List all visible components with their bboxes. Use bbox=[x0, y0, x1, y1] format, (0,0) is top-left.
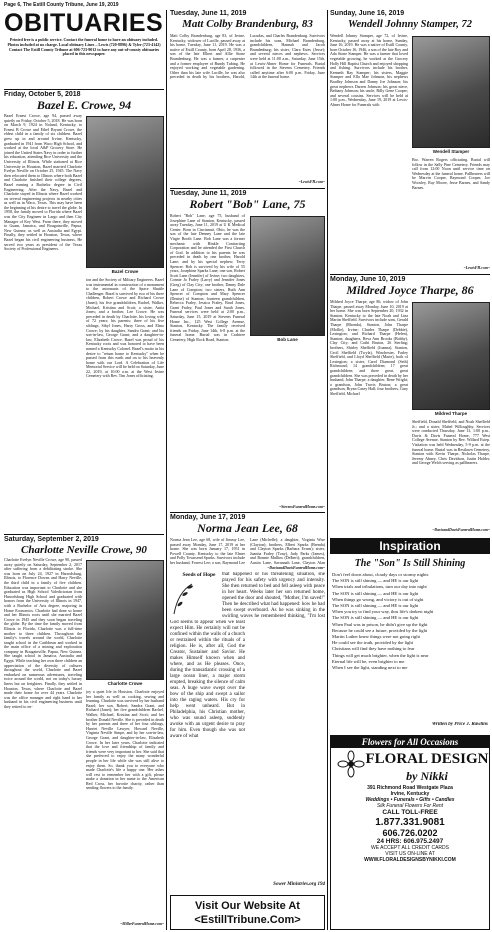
inspiration-block bbox=[330, 558, 490, 569]
visit-url[interactable]: <EstillTribune.Com> bbox=[194, 914, 301, 926]
obit-date: Tuesday, June 11, 2019 bbox=[170, 190, 247, 197]
obit-photo-tharpe bbox=[412, 302, 490, 410]
photo-caption: Bazel Crowe bbox=[111, 269, 139, 274]
obit-ccrowe-text: Charlotte Evelyn Neville Crowe, age 90, passed away quietly on Saturday, September 2, 2017 after suffering from a debilitating stroke. She was born on July 24, 1927 in Harrodsburg, Illinois, to Florence Downs and Harry Neville, the third child in a family of five children. Education was important to Charlotte and she graduated as High School Valedictorian from Harrodsburg High School and graduated with honors from the University of Illinois in 1947, with a Bachelor of Arts degree, majoring in Home Economics. Charlotte had done so home and her Illinois roots until she married Bazel Crowe in 1945 and they soon began traveling the globe. By the time the family moved from Illinois to Florida, Charlotte was a full-time mother to three children. Throughout the family's travels around the world, Charlotte taught school in the Caribbean and worked in the main office of a mining and exploration company in Bougainville, Papua, New Guinea. She taught school in Jamaica, Australia and Egypt. While teaching her own three children an appreciation of the diversity of cultures throughout the world, Charlotte and Bazel embarked on numerous adventures, traveling twice around the world, not on today's luxury liners but on freighters. Finally, they settled in Houston, Texas, where Charlotte and Bazel made their home for over 44 years. Charlotte was the office manager and right hand to her husband in his civil engineering business until they retired to en- bbox=[4, 558, 82, 709]
obit-name: Norma Jean Lee, 68 bbox=[197, 521, 298, 535]
divider bbox=[4, 89, 164, 90]
obit-date: Tuesday, June 11, 2019 bbox=[170, 10, 247, 17]
obit-name: Charlotte Neville Crowe, 90 bbox=[21, 544, 147, 556]
obit-name: Robert "Bob" Lane, 75 bbox=[189, 197, 306, 211]
page-header: Page 6, The Estill County Tribune, June 19, 2019 bbox=[4, 2, 119, 8]
obit-lee-header bbox=[170, 514, 325, 535]
obit-brandenburg-header bbox=[170, 10, 325, 31]
ad-call: CALL TOLL-FREE bbox=[382, 809, 438, 816]
floral-design-ad[interactable] bbox=[330, 735, 490, 930]
section-title: OBITUARIES bbox=[4, 9, 164, 37]
ad-band: Flowers for All Occasions bbox=[331, 736, 489, 748]
ad-website[interactable]: WWW.FLORALDESIGNSBYNIKKI.COM bbox=[364, 857, 456, 863]
obit-crowe-header bbox=[4, 91, 164, 112]
seeds-sig: Sower Ministries.org 194 bbox=[273, 882, 325, 887]
obit-date: Saturday, September 2, 2019 bbox=[4, 536, 99, 543]
seeds-col2-top: that happened or his threatening situation, she prayed for his safety with urgency and intensity. She then returned to bed and fell asleep with peace in her heart. Weeks later her son returned home, opened the door and shouted, "Mother, I'm saved!" Then he described what had happened: how he had been swept overboard. As he was sinking in the swirling waves he remembered thinking, "I'm lost bbox=[222, 572, 325, 618]
obit-tharpe-header bbox=[330, 276, 490, 297]
divider bbox=[330, 274, 490, 275]
funeral-home-sig: ~MillerFuneralHome.com~ bbox=[120, 922, 164, 926]
obit-lane-text: Robert "Bob" Lane, age 75, husband of Josephine Lane of Stanton, Kentucky, passed away Tuesday, June 11, 2019 at U K Medical Center. Born in Cincinnati, Ohio, he was the son of the late Denney Lane and the late Virgie Booth Lane. Bob Lane was a former mechanic with Hinkle Contracting Corporation and he attended the First Church of God. In addition to his parents he was preceded in death by one brother, Harold Lane; and by his special nephew, Terry Spencer. Bob is survived by his wife of 55 years, Josephine Sparks Lane; one son, Robert Scott Lane (Jennifer) of Irvine; two daughters, Connie Jo Fraley (Larry) and Jennifer Jones (Greg) of Clay City; one brother, Danny Dale Lane of Compton; two sisters, Ruth Ann Spencer of Compton and Mary Spencer (Denise) of Stanton; fourteen grandchildren, Rebecca Fraley, Jessica Fraley, Brad Jones, Grant Fraley, Paul Jones and Sarah Jones. Funeral services were held at 2:00 p.m., Saturday, June 15, 2019 at Stevens Funeral Home Inc., 125 West College Avenue, Stanton, Kentucky. The family received friends on Friday, June 14th, 6-8 p.m. at the funeral home. Burial was in Crabtree Cemetery, High Rock Road, Stanton. bbox=[170, 214, 245, 343]
obit-date: Monday, June 10, 2019 bbox=[330, 276, 406, 283]
obit-stamper-header bbox=[330, 10, 490, 31]
funeral-home-sig: ~StevensFuneralHome.com~ bbox=[279, 505, 325, 509]
visit-line1: Visit Our Website At bbox=[195, 900, 300, 912]
poem-author: Written by Price J. Rawlins bbox=[431, 722, 488, 727]
ad-services: Weddings • Funerals • Gifts • Candles bbox=[365, 797, 455, 803]
obit-crowe-text: Bazel Ernest Crowe, age 94, passed away quietly on Friday, October 5, 2018. He was born on March 9, 1924 in Noland, Kentucky, to Ernest B Crowe and Ethel Bryant Crowe, the eldest child in a family of six children. Bazel grew up in and around Irvine, Kentucky, graduated in 1941 from Wacо High School, and worked at the local A&P Grocery Store. He joined the United States Navy in order to further his education, attending Rice University and the University of Illinois. While stationed at Rice University in Houston, Bazel married Charlotte Evelyn Neville on October 25, 1945. The Navy then relocated them to Illinois where both Bazel and Charlotte finished their college degrees, Bazel earning a Bachelor degree in Civil Engineering. After the Navy, Bazel and Charlotte stayed in Illinois where Bazel worked on several engineering projects in nearby cities as well as in Waco, Texas. This may have been the beginning of his desire to travel the globe. In 1958, the family moved to Florida where Bazel was the City Engineer in Largo and then City Manager of Key West. From there, they moved to Guam, Jamaica, and Bougainville, Papua, New Guinea; as well as Australia and Egypt. Finally, they settled in Houston, Texas, where Bazel began his civil engineering business. He served two years as president of the Texas Society of Professional Engineers. bbox=[4, 114, 82, 252]
obit-date: Friday, October 5, 2018 bbox=[4, 91, 81, 98]
obit-brandenburg-text: Matt Colby Brandenburg, age 83, of Irvine, Kentucky, widower of Lucille, passed away at his home, Tuesday, June 11, 2019. He was a native of Estill County, born April 28, 1936, a son of the late Elbert and Allie Stone Brandenburg. He was a farmer, a carpenter and a former employee of Bundy Tubing. He enjoyed working and vegetable gardening. Other than his late wife Lucille, he was also preceded in death by his brothers, Harold, Lucudas, and Charles Brandenburg. Survivors include his sons, Michael Brandenburg, grandchildren, Hannah and Jacob Brandenburg; his sister, Clara Estes (Jesse); and several nieces and nephews. Services were held at 11:00 a.m., Saturday, June 15th, at Lewis-Abner Home for Funerals. Burial followed in the Stevens Cemetery. Friends called anytime after 6:00 p.m. Friday, June 14th at the funeral home. bbox=[170, 34, 325, 80]
funeral-home-sig: ~LewisFH.com~ bbox=[298, 180, 325, 184]
flower-icon bbox=[337, 750, 365, 778]
ad-hrs[interactable]: 24 HRS: 606.975.2497 bbox=[376, 837, 444, 845]
poem-text: Don't feel down about, cloudy days or stormy nights The SON is still shining — and HE is our light When trials and tribulations, turn our day into night The SON is still shining — and HE is our light When things go wrong, and victory is out of sight The SON is still shining — and HE is our light When you try to find your way, thru life's darkest night The SON is still shining — and HE is our light When Paul was in prison, he didn't give up the fight Because he could see a future, provided by the light Martin Luther knew things were not going right He could see the truth, provided by the light Christians will find they have nothing to fear Things will get much brighter, when the light is near Eternal life will be, even brighter to me When I see the light, standing next to me bbox=[332, 572, 434, 671]
obit-photo-lane bbox=[250, 216, 325, 336]
ad-address: 391 Richmond Road Westgate Plaza bbox=[367, 785, 453, 791]
obit-lane-header bbox=[170, 190, 325, 211]
column-divider bbox=[327, 10, 328, 930]
divider bbox=[170, 188, 325, 189]
poem-title: The "Son" Is Still Shining bbox=[354, 558, 466, 569]
obit-photo-stamper bbox=[412, 36, 490, 148]
obit-ccrowe-text-2: joy a quiet life in Houston. Charlotte enjoyed her family as well as cooking, sewing and learning. Charlotte was survived by her husband Bazel; her son, Robert; Sandra Grant, and Richard (Janet); her five grandchildren Rachel, Walker, Michael, Kristina and Scott; and her brother Donald Neville. She is preceded in death by her parents and three of her four siblings, Harriet Neville Lawyer, Howard Neville, Virginia Neville Simpe, and by her son-in-law, George Grant, and daughter-in-law, Elizabeth Crowe. In her later years, Charlotte indicated that the love and friendship of family and friends were very important to her. She said that she preferred to enjoy the many wonderful people in her life while she was still alive to enjoy them. So, thank you to everyone who made Charlotte's life a happy one. Her ashes will rest to remember her with a gift, please make a donation in her name to the American Red Cross, her favorite charity, rather than sending flowers to the family. bbox=[86, 690, 164, 791]
seeds-col1: God seems to appear when we least expect Him. He certainly will not be confined within the walls of a church or restrained within the rituals of a religion. He is, after all, God the Creator, Sustainer and Savior. He makes Himself known when and where, and as He pleases. Once, during the transatlantic crossing of a large ocean liner, a major storm erupted, breaking the silence of calm seas. A huge wave swept over the bow of the ship and swept a sailor into the raging waters. His cry for help went unheard. But in Philadelphia, his Christian mother, who was sound asleep, suddenly awoke with an urgent desire to pray for him. Even though she was not aware of what bbox=[170, 620, 245, 739]
obit-crowe-text-2: ton and the Society of Military Engineers. Bazel was instrumental in construction of a monument to the astronauts of the Space Shuttle Challenger. Bazel is survived by two of his three children, Robert Crowe and Richard Crowe (Janet); his five grandchildren, Rachel, Walker, Michael, Kristina and Scott; a sister, Anita Jones; and a brother, Lee Crowe. He was preceded in death by Charlotte, his loving wife of 72 years; his parents; three of his five siblings, Sibyl Jones, Harry Gross, and Elmo Crowe; by his daughter, Sandra Grant; and his son-in-law, George Grant; and a daughter-in-law, Elizabeth Crowe. Bazel was proud of his Kentucky roots and was honored to have been named a Kentucky Colonel. Bazel's motto in his desire to "return home to Kentucky" when he passed from this earth and on to his heavenly home with our Lord. A Celebration of Life Memorial Service will be held on Saturday, June 22, 2019, at 10:00 a.m. at the West Irvine Cemetery with Rev. Tim Jones officiating. bbox=[86, 278, 164, 379]
ad-visit: VISIT US ON-LINE AT bbox=[385, 851, 435, 857]
ad-cards: WE ACCEPT ALL CREDIT CARDS bbox=[371, 845, 449, 851]
obit-name: Wendell Johnny Stamper, 72 bbox=[347, 19, 473, 30]
ad-city: Irvine, Kentucky bbox=[390, 791, 430, 797]
column-divider bbox=[166, 10, 167, 930]
obituaries-masthead bbox=[4, 10, 164, 88]
obit-ccrowe-header bbox=[4, 536, 164, 557]
photo-caption: Mildred Tharpe bbox=[434, 411, 468, 416]
seeds-of-hope-logo bbox=[170, 570, 220, 618]
obit-tharpe-text: Mildred Joyce Tharpe, age 86, widow of John Tharpe, passed away Monday, June 10, 2019 at her home. She was born September 20, 1932 in Stanton, Kentucky to the late Noah and Lina Martin Sheffield. Survivors include sons, Gerald Tharpe (Rhonda), Stanton, John Tharpe (Mollie), Irvine; Charles Tharpe (Debbie), Lexington; and Richard Tharpe (Helen), Stanton; daughters, Reva Ann Brooks (Bobby), Clay City; and Cathi Bruton, 26 Sterling; brothers, Shirley Sheffield (Joanna), Stanton, Cecil Sheffield (Twyla), Winchester, Farley Sheffield, and Lloyd Sheffield (Marie), both of Lexington; a sister, Carol Diamond (Seth) Richmond; 14 grandchildren; 17 great grandchildren; and three great, great grandchildren. She was preceded in death by her husband, John Tharpe; a daughter, Rene Wright; a grandson, John Travis Bruton; a great grandson, Bryan Casey Hall; four brothers, Gary Sheffield, Michael bbox=[330, 300, 408, 396]
photo-caption: Charlotte Crowe bbox=[107, 681, 143, 686]
obit-date: Monday, June 17, 2019 bbox=[170, 514, 246, 521]
visit-website-box[interactable] bbox=[170, 895, 325, 930]
funeral-home-sig: ~DavisandDavisFuneralHome.com~ bbox=[432, 528, 490, 532]
ad-phone[interactable]: 606.726.0202 bbox=[382, 827, 438, 838]
ad-business-name: FLORAL DESIGN bbox=[365, 751, 489, 767]
obit-date: Sunday, June 16, 2019 bbox=[330, 10, 405, 17]
obit-stamper-text-2: Bro. Warren Rogers officiating. Burial will follow in the Sally Pine Cemetery. Friends may call from 12:00 Noon until service time on Wednesday at the funeral home. Pallbearers will be Marvin Cooper, Raymond Cooper, Joe Woosley, Ray Moore, Jesse Barnes, and Sandy Barnes. bbox=[412, 158, 490, 190]
funeral-home-sig: ~DavisandDavisFuneralHome.com~ bbox=[267, 566, 325, 570]
seeds-title: Seeds of Hope bbox=[182, 572, 216, 578]
seeds-col2 bbox=[250, 620, 325, 882]
divider bbox=[4, 534, 164, 535]
divider bbox=[170, 512, 325, 513]
photo-caption: Bob Lane bbox=[277, 337, 298, 342]
obit-photo-bazel bbox=[86, 116, 164, 268]
obit-name: Bazel E. Crowe, 94 bbox=[36, 98, 132, 112]
obit-name: Matt Colby Brandenburg, 83 bbox=[182, 18, 313, 30]
ad-business-sub: by Nikki bbox=[406, 769, 448, 783]
masthead-note: Printed free is a public service. Contact the funeral home to have an obituary included. Photos included at no charge. Local obituary Lines – Lewis (720-8896) & Tyler (723-4142) Contact The Estill County Tribune at 606-723-9012 to have any out-of-county obituaries placed in this newspaper. bbox=[7, 37, 161, 57]
obit-stamper-text: Wendell Johnny Stamper, age 72, of Irvine, Kentucky, passed away at his home, Sunday, June 16, 2019. He was a native of Estill County, born October 16, 1946, a son of the late Roy and Ada Stone Stamper. He was a farmer that loved vegetable growing, he worked at the Grocery Holly Hill Baptist Church and enjoyed shopping and fishing. Survivors include his brother, Kenneth Ray Stamper; his sisters, Maggie Stamper and Ella Mae Johnson, his nephews Bradley Johnson and Danny Joe Johnson; his great nephews Darren Johnson; his great niece, Bethany Johnson; his uncle, Billy Gene Cooper; and several cousins. Services will be held at 1:00 p.m., Wednesday, June 19, 2019 at Lewis-Abner Home for Funerals with bbox=[330, 34, 408, 107]
inspiration-header: Inspiration bbox=[330, 538, 490, 554]
funeral-home-sig: ~LewisFH.com~ bbox=[463, 266, 490, 270]
obit-name: Mildred Joyce Tharpe, 86 bbox=[346, 283, 474, 297]
ad-silk: Silk Funeral Flowers For Rent bbox=[376, 803, 444, 809]
obit-tharpe-text-2: Sheffield, Donald Sheffield, and Noah Sheffield Jr.; and a sister, Mabel Willoughby. Services were conducted Thursday, June 13, 1:00 p.m., Davis & Davis Funeral Home, 777 West College Avenue, Stanton by Rev. Willard Estep. Visitation was held Wednesday, 5-9 p.m. at the funeral home. Burial was in Restlawn Cemetery, Stanton with Kevin Tharpe, Nicholas Tharpe, Jeremy Abney, Chris Davidson, Justin Holder, and George Welch serving as pallbearers. bbox=[412, 420, 490, 466]
photo-caption: Wendell Stamper bbox=[432, 149, 470, 154]
obit-lee-text: Norma Jean Lee, age 68, wife of Jimmy Lee, passed away Monday, June 17, 2019 at her home. She was born January 17, 1951 in Powell County, Kentucky to the late Elmer and Polly Townsend Sparks. Survivors include her husband, Forrest Lee; a son, Raymond Lee Lane (Michelle); a daughter, Virginia Wise (Clayton); brothers, Elbert Sparks (Brenda) and Clayton Sparks (Barbara Evans); sister, Juanita Fraley (Tony), Judy Parks (James), and Bonnie Mullins (Delbert); grandchildren, Austin Lane, Savannah Lane, Clayton Alan bbox=[170, 538, 325, 565]
obit-photo-charlotte bbox=[86, 560, 164, 680]
ad-tollfree[interactable]: 1.877.331.9081 bbox=[375, 816, 445, 828]
